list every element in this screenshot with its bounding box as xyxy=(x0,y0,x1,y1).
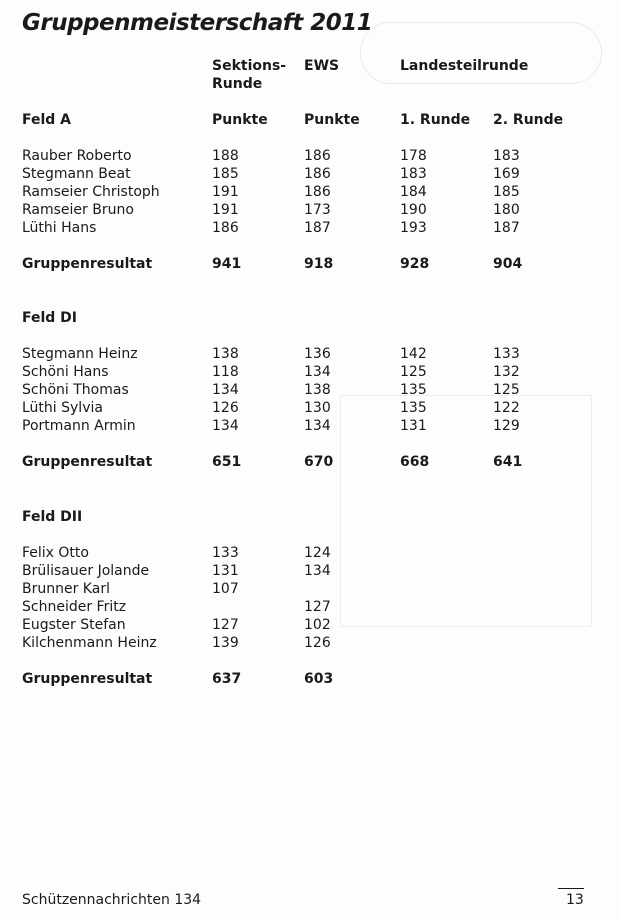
page-number: 13 xyxy=(566,892,584,908)
score-round-2: 132 xyxy=(493,364,520,380)
bleed-through-box xyxy=(340,395,592,627)
score-round-1: 135 xyxy=(400,382,427,398)
score-round-2: 125 xyxy=(493,382,520,398)
score-round-2: 185 xyxy=(493,184,520,200)
score-sektion: 134 xyxy=(212,382,239,398)
shooter-name: Schöni Thomas xyxy=(22,382,129,398)
score-round-1: 178 xyxy=(400,148,427,164)
score-ews: 126 xyxy=(304,635,331,651)
score-ews: 186 xyxy=(304,148,331,164)
score-ews: 102 xyxy=(304,617,331,633)
group-label: Feld A xyxy=(22,112,72,128)
shooter-name: Rauber Roberto xyxy=(22,148,132,164)
score-round-1: 135 xyxy=(400,400,427,416)
score-ews: 186 xyxy=(304,184,331,200)
header-sektions: Sektions- xyxy=(212,58,287,74)
publication-footer: Schützennachrichten 134 xyxy=(22,892,202,908)
group-label: Feld DI xyxy=(22,310,78,326)
header-runde-1: 1. Runde xyxy=(400,112,471,128)
shooter-name: Brülisauer Jolande xyxy=(22,563,150,579)
score-sektion: 118 xyxy=(212,364,239,380)
group-result-ews: 603 xyxy=(304,671,334,687)
group-label: Feld DII xyxy=(22,509,83,525)
group-result-ews: 918 xyxy=(304,256,334,272)
score-ews: 136 xyxy=(304,346,331,362)
score-sektion: 133 xyxy=(212,545,239,561)
score-round-1: 184 xyxy=(400,184,427,200)
score-round-2: 180 xyxy=(493,202,520,218)
page-title: Gruppenmeisterschaft 2011 xyxy=(22,10,373,36)
group-result-label: Gruppenresultat xyxy=(22,671,153,687)
score-ews: 134 xyxy=(304,418,331,434)
shooter-name: Brunner Karl xyxy=(22,581,110,597)
header-landesteilrunde: Landesteilrunde xyxy=(400,58,529,74)
header-runde: Runde xyxy=(212,76,263,92)
score-round-1: 183 xyxy=(400,166,427,182)
score-ews: 173 xyxy=(304,202,331,218)
header-ews: EWS xyxy=(304,58,340,74)
group-result-sektion: 651 xyxy=(212,454,242,470)
group-result-round-1: 928 xyxy=(400,256,430,272)
group-result-sektion: 637 xyxy=(212,671,242,687)
shooter-name: Lüthi Hans xyxy=(22,220,97,236)
group-result-round-1: 668 xyxy=(400,454,430,470)
score-sektion: 191 xyxy=(212,202,239,218)
shooter-name: Ramseier Christoph xyxy=(22,184,160,200)
shooter-name: Lüthi Sylvia xyxy=(22,400,103,416)
score-sektion: 127 xyxy=(212,617,239,633)
score-sektion: 134 xyxy=(212,418,239,434)
group-result-round-2: 641 xyxy=(493,454,523,470)
shooter-name: Portmann Armin xyxy=(22,418,136,434)
shooter-name: Ramseier Bruno xyxy=(22,202,134,218)
score-round-1: 193 xyxy=(400,220,427,236)
group-result-round-2: 904 xyxy=(493,256,523,272)
score-sektion: 191 xyxy=(212,184,239,200)
group-result-ews: 670 xyxy=(304,454,334,470)
score-round-2: 183 xyxy=(493,148,520,164)
score-ews: 134 xyxy=(304,563,331,579)
header-punkte-ews: Punkte xyxy=(304,112,360,128)
group-result-label: Gruppenresultat xyxy=(22,454,153,470)
shooter-name: Felix Otto xyxy=(22,545,89,561)
score-ews: 124 xyxy=(304,545,331,561)
score-round-2: 122 xyxy=(493,400,520,416)
score-round-1: 190 xyxy=(400,202,427,218)
score-sektion: 107 xyxy=(212,581,239,597)
group-result-sektion: 941 xyxy=(212,256,242,272)
score-sektion: 131 xyxy=(212,563,239,579)
score-round-2: 129 xyxy=(493,418,520,434)
score-ews: 187 xyxy=(304,220,331,236)
score-ews: 138 xyxy=(304,382,331,398)
score-round-2: 133 xyxy=(493,346,520,362)
shooter-name: Stegmann Heinz xyxy=(22,346,138,362)
score-round-1: 142 xyxy=(400,346,427,362)
score-sektion: 188 xyxy=(212,148,239,164)
score-sektion: 186 xyxy=(212,220,239,236)
header-runde-2: 2. Runde xyxy=(493,112,564,128)
score-ews: 186 xyxy=(304,166,331,182)
score-sektion: 185 xyxy=(212,166,239,182)
score-round-1: 131 xyxy=(400,418,427,434)
shooter-name: Eugster Stefan xyxy=(22,617,126,633)
score-round-1: 125 xyxy=(400,364,427,380)
score-sektion: 126 xyxy=(212,400,239,416)
score-ews: 127 xyxy=(304,599,331,615)
page-number-rule xyxy=(558,888,584,889)
score-round-2: 169 xyxy=(493,166,520,182)
score-ews: 134 xyxy=(304,364,331,380)
score-ews: 130 xyxy=(304,400,331,416)
score-sektion: 139 xyxy=(212,635,239,651)
score-round-2: 187 xyxy=(493,220,520,236)
header-punkte-sektion: Punkte xyxy=(212,112,268,128)
group-result-label: Gruppenresultat xyxy=(22,256,153,272)
shooter-name: Stegmann Beat xyxy=(22,166,131,182)
shooter-name: Kilchenmann Heinz xyxy=(22,635,157,651)
score-sektion: 138 xyxy=(212,346,239,362)
shooter-name: Schöni Hans xyxy=(22,364,109,380)
shooter-name: Schneider Fritz xyxy=(22,599,127,615)
